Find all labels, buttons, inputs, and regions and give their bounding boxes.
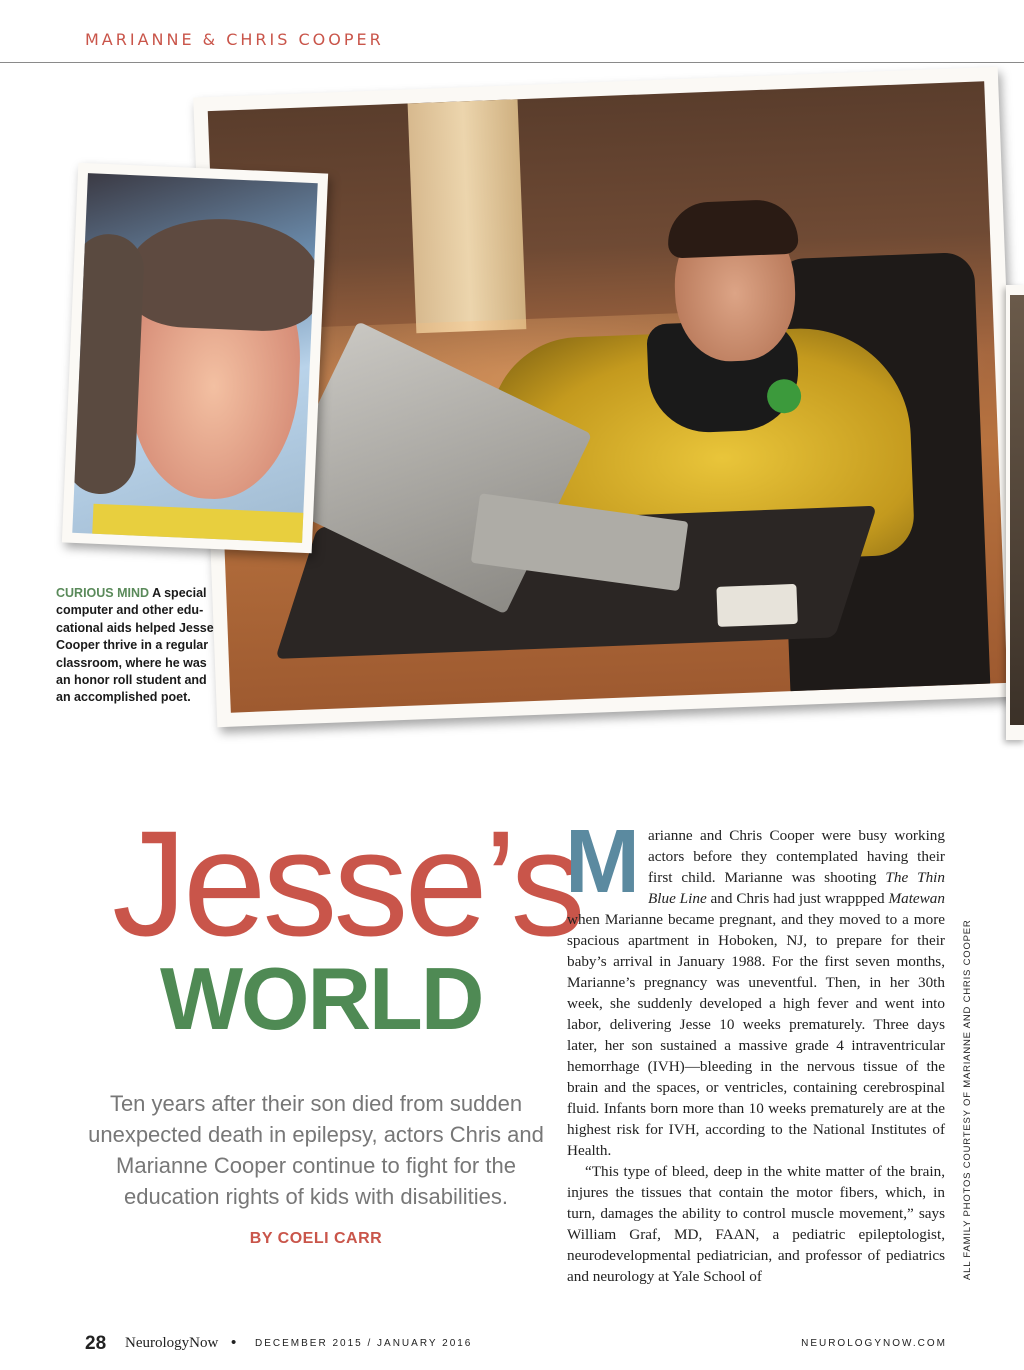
photo-credit: ALL FAMILY PHOTOS COURTESY OF MARIANNE AND CHRIS COOPER — [962, 919, 973, 1280]
byline: BY COELI CARR — [249, 1230, 383, 1247]
magazine-name: NeurologyNow — [125, 1335, 219, 1351]
photo-caption — [56, 585, 221, 707]
article-paragraph-1 — [565, 812, 945, 1161]
caption-text: A special computer and other edu-cational aids helped Jesse Cooper thrive in a regular classroom, where he was an honor roll student and an accomplished poet. — [56, 586, 214, 705]
article-body — [565, 812, 945, 1287]
footer-bullet: • — [231, 1334, 237, 1351]
dek: Ten years after their son died from sudden unexpected death in epilepsy, actors Chris and Marianne Cooper continue to fight for the education rights of kids with disabilities. — [88, 1091, 544, 1209]
p1-text-b: and Chris had just wrappped — [706, 890, 889, 907]
section-header: MARIANNE & CHRIS COOPER — [85, 30, 384, 49]
small-photo — [62, 163, 328, 554]
title-line-1: Jesse’s — [112, 799, 582, 967]
page-number: 28 — [85, 1333, 107, 1354]
website: NEUROLOGYNOW.COM — [801, 1338, 947, 1349]
drop-cap: M — [565, 812, 640, 912]
title-line-2: WORLD — [160, 949, 483, 1048]
p1-text-a: arianne and Chris Cooper were busy working actors before they contemplated having their first child. Marianne was shooting — [647, 827, 945, 886]
article-paragraph-2: “This type of bleed, deep in the white matter of the brain, injures the tissues that contain the motor fibers, which, in turn, damages the ability to control muscle movement,” says William Graf, MD, FAAN, a pediatric epileptologist, neurodevelopmental pediatrician, and professor of pediatrics and neurology at Yale School of — [567, 1163, 945, 1285]
p1-text-c: when Marianne became pregnant, and they moved to a more spacious apartment in Hoboken, NJ, to prepare for their baby’s arrival in January 1988. For the first seven months, Marianne’s pregnancy was uneventful. Then, in her 30th week, she suddenly developed a high fever and went into labor, delivering Jesse 10 weeks prematurely. Three days later, her son sustained a massive grade 4 intraventricular hemorrhage (IVH)—bleeding in the nervous tissue of the brain and the spaces, or ventricles, containing cerebrospinal fluid. Infants born more than 10 weeks prematurely are at the highest risk for IVH, according to the National Institutes of Health. — [567, 911, 945, 1159]
issue-date: DECEMBER 2015 / JANUARY 2016 — [255, 1338, 473, 1349]
page-footer — [85, 1333, 947, 1357]
film-title-1: The Thin Blue Line — [647, 869, 945, 907]
partial-photo-edge — [1006, 285, 1024, 740]
film-title-2: Matewan — [888, 890, 945, 907]
child-face-photo-icon — [72, 173, 317, 543]
header-rule — [0, 62, 1024, 63]
caption-head: CURIOUS MIND — [56, 586, 150, 600]
